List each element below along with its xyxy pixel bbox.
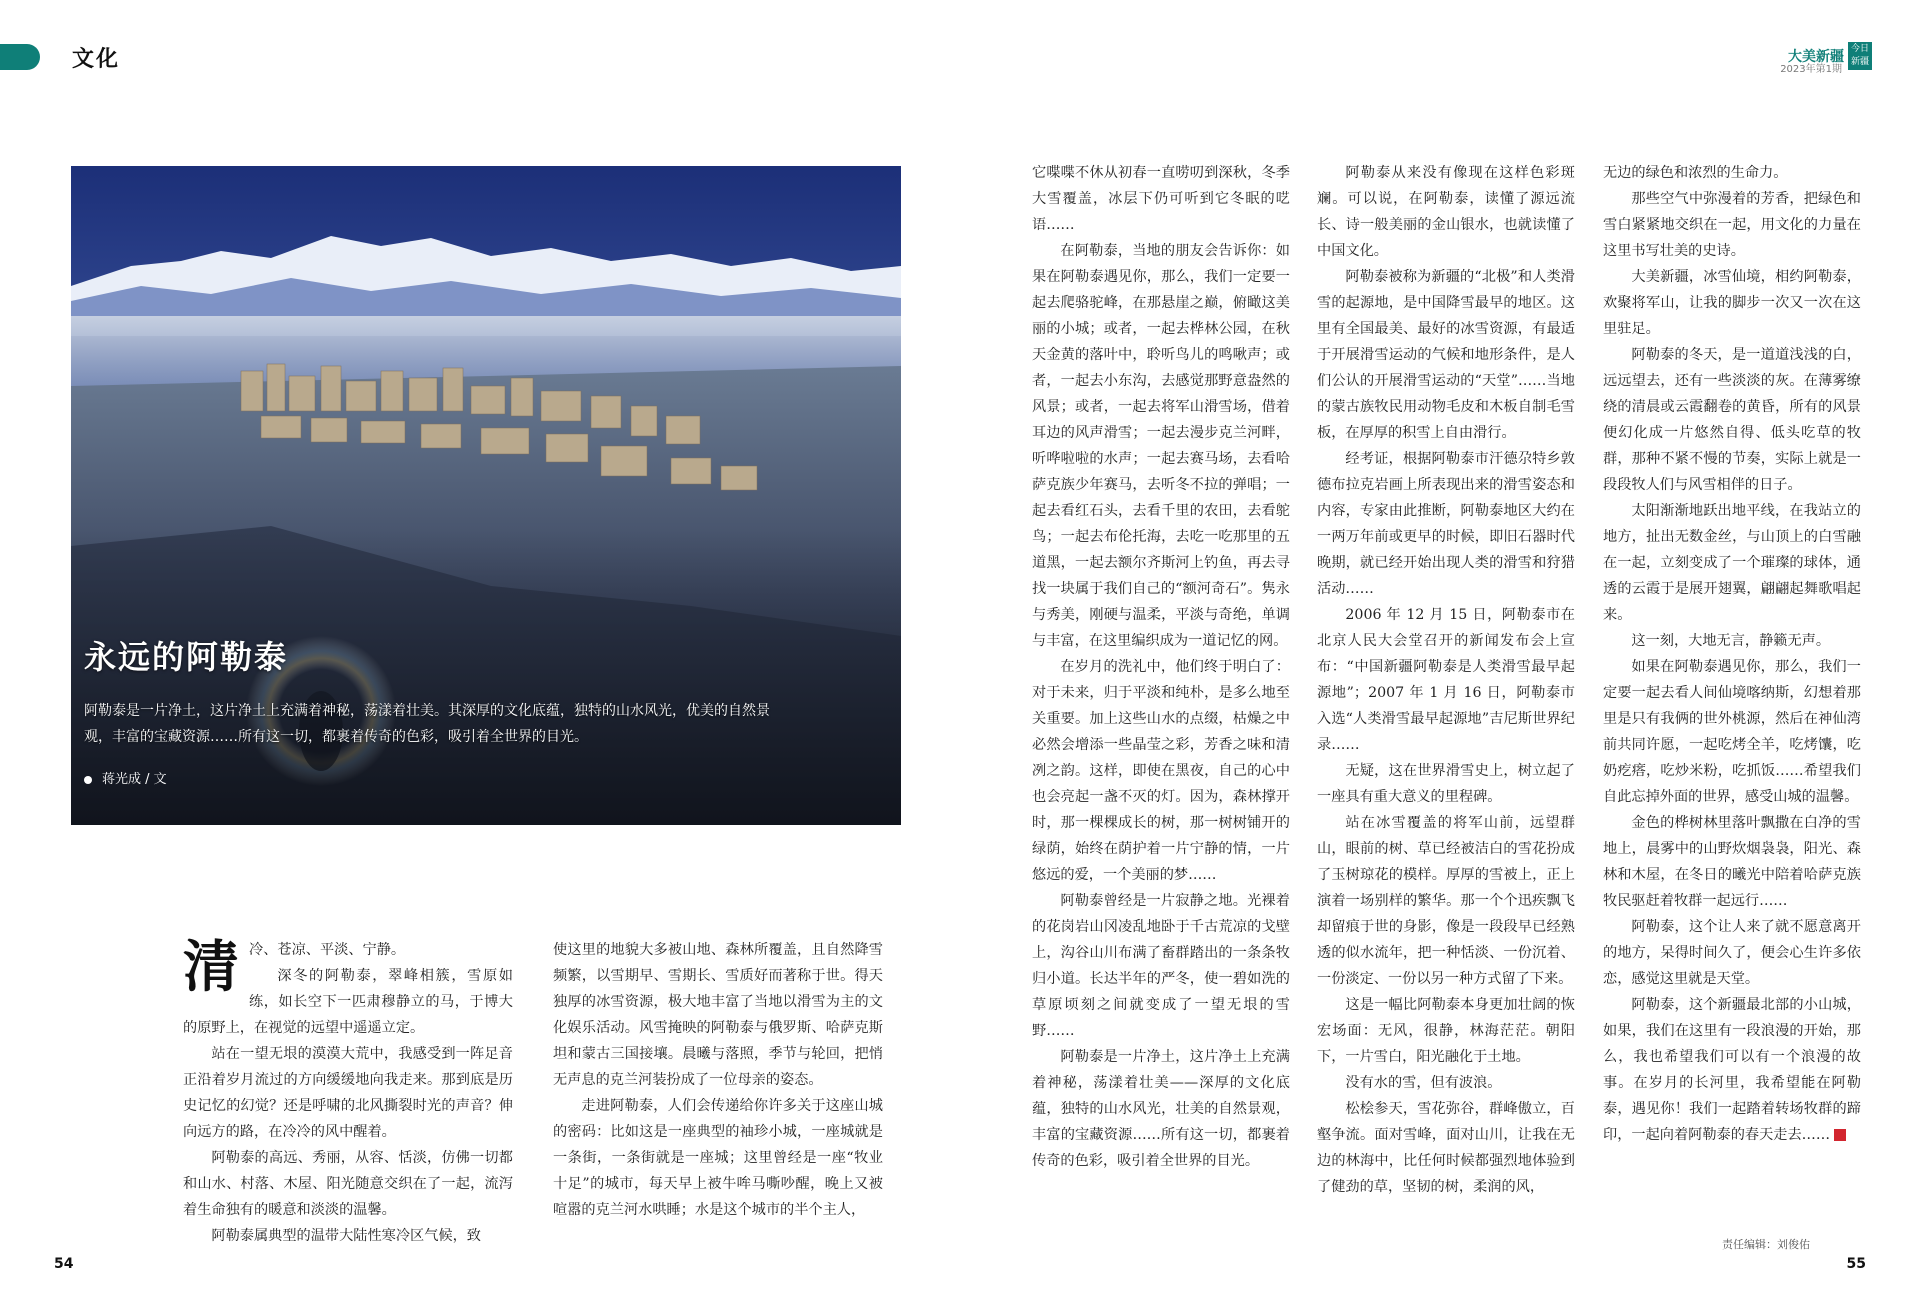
paragraph: 阿勒泰是一片净土，这片净土上充满着神秘，荡漾着壮美——深厚的文化底蕴，独特的山水风光，壮美的自然景观，丰富的宝藏资源……所有这一切，都裹着传奇的色彩，吸引着全世界的目光。	[1032, 1049, 1290, 1169]
article-title: 永远的阿勒泰	[84, 638, 289, 676]
article-lede: 阿勒泰是一片净土，这片净土上充满着神秘，荡漾着壮美。其深厚的文化底蕴，独特的山水风光，优美的自然景观，丰富的宝藏资源……所有这一切，都裹着传奇的色彩，吸引着全世界的目光。	[84, 703, 770, 745]
bullet-icon	[84, 776, 92, 784]
paragraph: 在岁月的洗礼中，他们终于明白了：对于未来，归于平淡和纯朴，是多么地至关重要。加上这些山水的点缀，枯燥之中必然会增添一些晶莹之彩，芳香之味和清冽之韵。这样，即使在黑夜，自己的心中也会亮起一盏不灭的灯。因为，森林撑开时，那一棵棵成长的树，那一树树铺开的绿荫，始终在荫护着一片宁静的情，一片悠远的爱，一个美丽的梦……	[1032, 659, 1290, 883]
paragraph: 无疑，这在世界滑雪史上，树立起了一座具有重大意义的里程碑。	[1317, 763, 1575, 805]
end-mark-icon	[1834, 1129, 1846, 1141]
paragraph: 阿勒泰曾经是一片寂静之地。光裸着的花岗岩山冈凌乱地卧于千古荒凉的戈壁上，沟谷山川布满了畜群踏出的一条条牧归小道。长达半年的严冬，使一碧如洗的草原顷刻之间就变成了一望无垠的雪野……	[1032, 893, 1290, 1039]
drop-cap: 清	[183, 934, 239, 1000]
paragraph: 那些空气中弥漫着的芳香，把绿色和雪白紧紧地交织在一起，用文化的力量在这里书写壮美的史诗。	[1603, 191, 1861, 259]
section-title: 文化	[72, 47, 121, 72]
paragraph: 站在一望无垠的漠漠大荒中，我感受到一阵足音正沿着岁月流过的方向缓缓地向我走来。那到底是历史记忆的幻觉？还是呼啸的北风撕裂时光的声音？伸向远方的路，在冷冷的风中醒着。	[183, 1046, 513, 1140]
paragraph: 大美新疆，冰雪仙境，相约阿勒泰，欢聚将军山，让我的脚步一次又一次在这里驻足。	[1603, 269, 1861, 337]
paragraph: 无边的绿色和浓烈的生命力。	[1603, 165, 1788, 181]
paragraph: 这是一幅比阿勒泰本身更加壮阔的恢宏场面：无风，很静，林海茫茫。朝阳下，一片雪白，阳光融化于土地。	[1317, 997, 1575, 1065]
paragraph: 阿勒泰属典型的温带大陆性寒冷区气候，致	[211, 1228, 481, 1244]
paragraph: 这一刻，大地无言，静籁无声。	[1631, 633, 1831, 649]
paragraph: 阿勒泰的冬天，是一道道浅浅的白，远远望去，还有一些淡淡的灰。在薄雾缭绕的清晨或云霞翻卷的黄昏，所有的风景便幻化成一片悠然自得、低头吃草的牧群，那种不紧不慢的节奏，实际上就是一段段牧人们与风雪相伴的日子。	[1603, 347, 1861, 493]
byline-text: 蒋光成 / 文	[102, 772, 167, 787]
paragraph: 2006 年 12 月 15 日，阿勒泰市在北京人民大会堂召开的新闻发布会上宣布：“中国新疆阿勒泰是人类滑雪最早起源地”；2007 年 1 月 16 日，阿勒泰市入选“人类滑雪最早起源地”吉尼斯世界纪录……	[1317, 607, 1575, 753]
paragraph: 深冬的阿勒泰，翠峰相簇，雪原如练，如长空下一匹肃穆静立的马，于博大的原野上，在视觉的远望中遥遥立定。	[183, 968, 513, 1036]
magazine-name: 大美新疆	[1788, 49, 1844, 65]
paragraph: 没有水的雪，但有波浪。	[1345, 1075, 1502, 1091]
article-column-right-3	[1603, 160, 1861, 1148]
section-marker	[0, 44, 40, 70]
paragraph: 使这里的地貌大多被山地、森林所覆盖，且自然降雪频繁，以雪期早、雪期长、雪质好而著称于世。得天独厚的冰雪资源，极大地丰富了当地以滑雪为主的文化娱乐活动。风雪掩映的阿勒泰与俄罗斯、哈萨克斯坦和蒙古三国接壤。晨曦与落照，季节与轮回，把悄无声息的克兰河装扮成了一位母亲的姿态。	[553, 942, 883, 1088]
paragraph: 太阳渐渐地跃出地平线，在我站立的地方，扯出无数金丝，与山顶上的白雪融在一起，立刻变成了一个璀璨的球体，通透的云霞于是展开翅翼，翩翩起舞歌唱起来。	[1603, 503, 1861, 623]
paragraph: 阿勒泰从来没有像现在这样色彩斑斓。可以说，在阿勒泰，读懂了源远流长、诗一般美丽的金山银水，也就读懂了中国文化。	[1317, 165, 1575, 259]
paragraph: 冷、苍凉、平淡、宁静。	[249, 942, 406, 958]
article-column-left-2	[553, 937, 883, 1223]
paragraph: 经考证，根据阿勒泰市汗德尕特乡敦德布拉克岩画上所表现出来的滑雪姿态和内容，专家由此推断，阿勒泰地区大约在一两万年前或更早的时候，即旧石器时代晚期，就已经开始出现人类的滑雪和狩猎活动……	[1317, 451, 1575, 597]
paragraph: 在阿勒泰，当地的朋友会告诉你：如果在阿勒泰遇见你，那么，我们一定要一起去爬骆驼峰，在那悬崖之巅，俯瞰这美丽的小城；或者，一起去桦林公园，在秋天金黄的落叶中，聆听鸟儿的鸣啾声；或者，一起去小东沟，去感觉那野意盎然的风景；或者，一起去将军山滑雪场，借着耳边的风声滑雪；一起去漫步克兰河畔，听哗啦啦的水声；一起去赛马场，去看哈萨克族少年赛马，去听冬不拉的弹唱；一起去看红石头，去看千里的农田，去看鸵鸟；一起去布伦托海，去吃一吃那里的五道黑，一起去额尔齐斯河上钓鱼，再去寻找一块属于我们自己的“额河奇石”。隽永与秀美，刚硬与温柔，平淡与奇绝，单调与丰富，在这里编织成为一道记忆的网。	[1032, 243, 1290, 649]
paragraph: 阿勒泰，这个让人来了就不愿意离开的地方，呆得时间久了，便会心生许多依恋，感觉这里就是天堂。	[1603, 919, 1861, 987]
masthead	[1780, 42, 1872, 75]
page-number-left: 54	[54, 1256, 74, 1272]
magazine-badge: 今日新疆	[1848, 42, 1872, 70]
issue-label: 2023年第1期	[1780, 64, 1842, 75]
editor-credit: 责任编辑：刘俊佑	[1722, 1238, 1810, 1251]
article-column-right-1	[1032, 160, 1290, 1174]
paragraph: 站在冰雪覆盖的将军山前，远望群山，眼前的树、草已经被洁白的雪花扮成了玉树琼花的模样。厚厚的雪被上，正上演着一场别样的繁华。那一个个迅疾飘飞却留痕于世的身影，像是一段段早已经熟透的似水流年，把一种恬淡、一份沉着、一份淡定、一份以另一种方式留了下来。	[1317, 815, 1575, 987]
article-column-right-2	[1317, 160, 1575, 1200]
paragraph-text: 阿勒泰，这个新疆最北部的小山城，如果，我们在这里有一段浪漫的开始，那么，我也希望我们可以有一个浪漫的故事。在岁月的长河里，我希望能在阿勒泰，遇见你！我们一起踏着转场牧群的蹄印，一起向着阿勒泰的春天走去……	[1603, 997, 1861, 1143]
article-column-left-1	[183, 934, 513, 1249]
page-number-right: 55	[1846, 1256, 1866, 1272]
paragraph: 走进阿勒泰，人们会传递给你许多关于这座山城的密码：比如这是一座典型的袖珍小城，一座城就是一条街，一条街就是一座城；这里曾经是一座“牧业十足”的城市，每天早上被牛哞马嘶吵醒，晚上又被喧嚣的克兰河水哄睡；水是这个城市的半个主人，	[553, 1098, 883, 1218]
paragraph-last	[1603, 992, 1861, 1148]
paragraph: 金色的桦树林里落叶飘撒在白净的雪地上，晨雾中的山野炊烟袅袅，阳光、森林和木屋，在冬日的曦光中陪着哈萨克族牧民驱赶着牧群一起远行……	[1603, 815, 1861, 909]
paragraph: 它喋喋不休从初春一直唠叨到深秋，冬季大雪覆盖，冰层下仍可听到它冬眠的呓语……	[1032, 165, 1290, 233]
paragraph: 阿勒泰的高远、秀丽，从容、恬淡，仿佛一切都和山水、村落、木屋、阳光随意交织在了一起，流泻着生命独有的暖意和淡淡的温馨。	[183, 1150, 513, 1218]
article-byline	[84, 768, 167, 787]
paragraph: 如果在阿勒泰遇见你，那么，我们一定要一起去看人间仙境喀纳斯，幻想着那里是只有我俩的世外桃源，然后在神仙湾前共同许愿，一起吃烤全羊，吃烤馕，吃奶疙瘩，吃炒米粉，吃抓饭……希望我们自此忘掉外面的世界，感受山城的温馨。	[1603, 659, 1861, 805]
paragraph: 阿勒泰被称为新疆的“北极”和人类滑雪的起源地，是中国降雪最早的地区。这里有全国最美、最好的冰雪资源，有最适于开展滑雪运动的气候和地形条件，是人们公认的开展滑雪运动的“天堂”……当地的蒙古族牧民用动物毛皮和木板自制毛雪板，在厚厚的积雪上自由滑行。	[1317, 269, 1575, 441]
paragraph: 松桧参天，雪花弥谷，群峰傲立，百壑争流。面对雪峰，面对山川，让我在无边的林海中，比任何时候都强烈地体验到了健劲的草，坚韧的树，柔润的风，	[1317, 1101, 1575, 1195]
